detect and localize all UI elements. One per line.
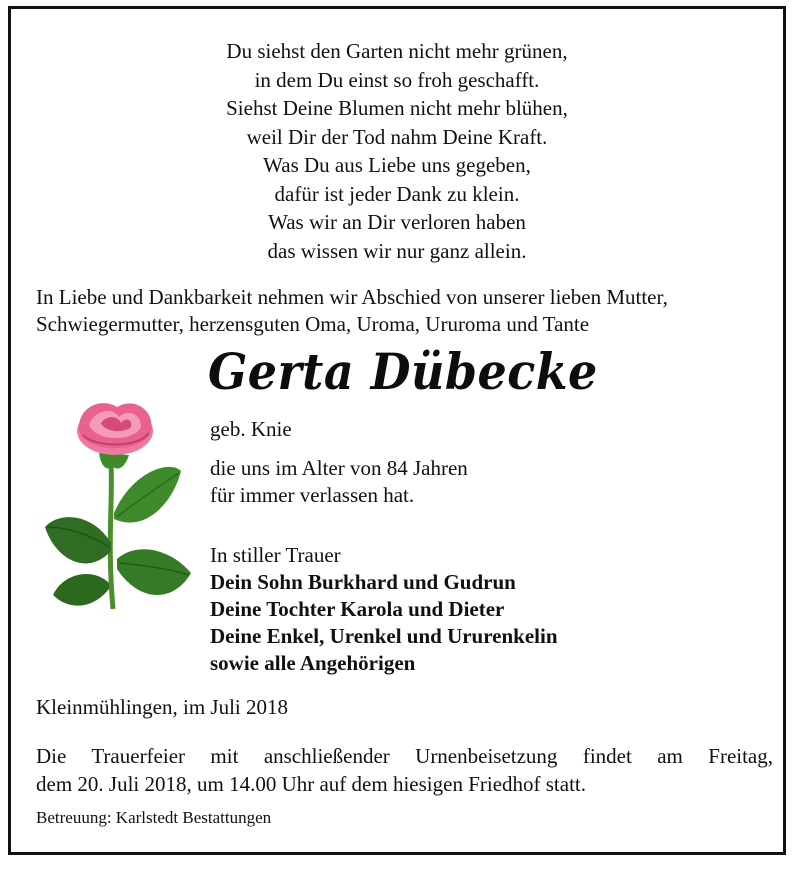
poem-line: dafür ist jeder Dank zu klein. — [274, 181, 520, 206]
mourner-line: Deine Enkel, Urenkel und Ururenkelin — [210, 624, 558, 648]
poem-line: Was Du aus Liebe uns gegeben, — [263, 153, 531, 177]
poem-line: Was wir an Dir verloren haben — [268, 210, 526, 234]
poem — [11, 37, 783, 265]
mourners-heading: In stiller Trauer — [210, 543, 341, 567]
mourner-line: Dein Sohn Burkhard und Gudrun — [210, 570, 516, 594]
mourner-line: Deine Tochter Karola und Dieter — [210, 597, 505, 621]
place-date: Kleinmühlingen, im Juli 2018 — [36, 695, 288, 719]
funeral-home: Betreuung: Karlstedt Bestattungen — [36, 808, 272, 827]
funeral-line: Die Trauerfeier mit anschließender Urnenbeisetzung findet am Freitag, — [36, 744, 773, 768]
intro-line: In Liebe und Dankbarkeit nehmen wir Abschied von unserer lieben Mutter, — [36, 285, 668, 309]
poem-line: Siehst Deine Blumen nicht mehr blühen, — [226, 96, 568, 120]
intro-text — [36, 284, 776, 338]
poem-line: in dem Du einst so froh geschafft. — [254, 67, 540, 92]
maiden-name: geb. Knie — [210, 417, 292, 441]
mourner-line: sowie alle Angehörigen — [210, 651, 416, 675]
obituary-notice — [8, 6, 786, 855]
age-text — [210, 455, 468, 509]
intro-line: Schwiegermutter, herzensguten Oma, Uroma, Ururoma und Tante — [36, 312, 590, 336]
deceased-name: Gerta Dübecke — [208, 342, 598, 401]
poem-line: das wissen wir nur ganz allein. — [267, 238, 527, 263]
poem-line: weil Dir der Tod nahm Deine Kraft. — [246, 124, 548, 149]
age-line: für immer verlassen hat. — [210, 483, 415, 507]
rose-icon — [41, 401, 191, 611]
age-line: die uns im Alter von 84 Jahren — [210, 456, 468, 480]
funeral-line: dem 20. Juli 2018, um 14.00 Uhr auf dem hiesigen Friedhof statt. — [36, 772, 587, 796]
poem-line: Du siehst den Garten nicht mehr grünen, — [226, 39, 568, 63]
funeral-info — [36, 742, 773, 798]
mourners-block — [210, 542, 558, 677]
